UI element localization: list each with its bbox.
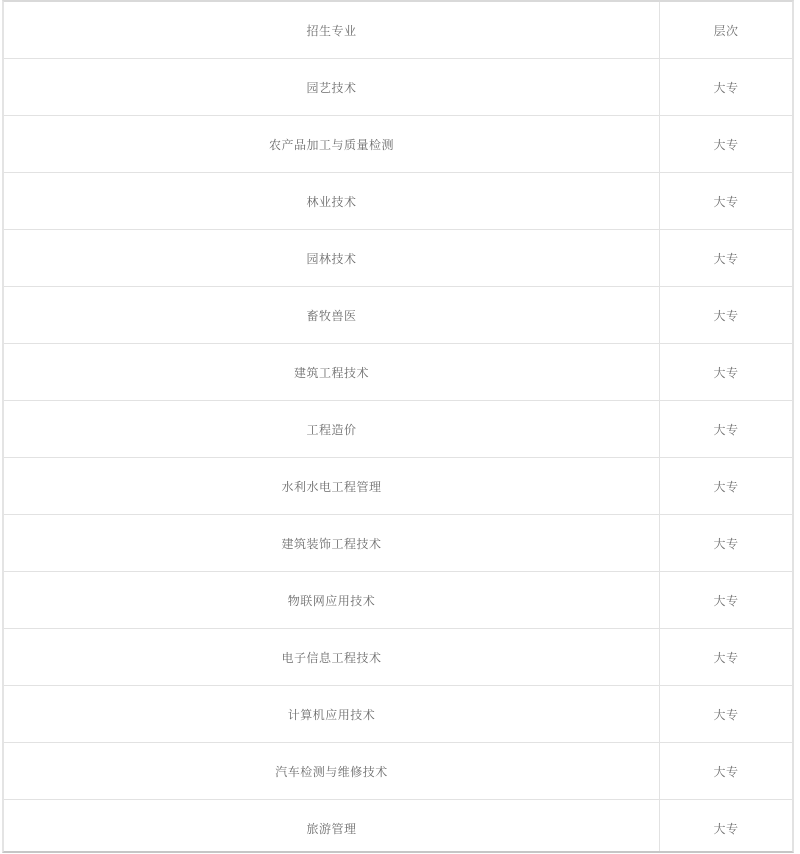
major-cell: 建筑工程技术 <box>293 365 369 380</box>
level-cell: 大专 <box>659 401 792 457</box>
level-cell: 大专 <box>659 515 792 571</box>
major-cell: 电子信息工程技术 <box>281 650 382 665</box>
table-header-row <box>4 2 792 59</box>
header-major: 招生专业 <box>306 23 357 38</box>
table-row <box>4 230 792 287</box>
level-cell: 大专 <box>659 572 792 628</box>
major-cell: 物联网应用技术 <box>287 593 376 608</box>
major-cell: 畜牧兽医 <box>306 308 357 323</box>
table-row <box>4 59 792 116</box>
level-cell: 大专 <box>659 287 792 343</box>
level-cell: 大专 <box>659 629 792 685</box>
table-row <box>4 572 792 629</box>
table-row <box>4 401 792 458</box>
major-cell: 园艺技术 <box>306 80 357 95</box>
level-cell: 大专 <box>659 743 792 799</box>
table-row <box>4 287 792 344</box>
table-row <box>4 344 792 401</box>
level-cell: 大专 <box>659 59 792 115</box>
table-row <box>4 173 792 230</box>
level-cell: 大专 <box>659 116 792 172</box>
major-cell: 建筑装饰工程技术 <box>281 536 382 551</box>
major-cell: 工程造价 <box>306 422 357 437</box>
level-cell: 大专 <box>659 344 792 400</box>
table-row <box>4 743 792 800</box>
level-cell: 大专 <box>659 230 792 286</box>
table-row <box>4 458 792 515</box>
table-row <box>4 686 792 743</box>
table-row <box>4 116 792 173</box>
enrollment-majors-table <box>2 0 794 853</box>
major-cell: 计算机应用技术 <box>287 707 376 722</box>
table-row <box>4 515 792 572</box>
table-row <box>4 800 792 853</box>
header-level: 层次 <box>659 2 792 58</box>
major-cell: 旅游管理 <box>306 822 357 836</box>
major-cell: 林业技术 <box>306 194 357 209</box>
level-cell: 大专 <box>659 800 792 853</box>
major-cell: 园林技术 <box>306 251 357 266</box>
level-cell: 大专 <box>659 458 792 514</box>
major-cell: 汽车检测与维修技术 <box>275 764 388 779</box>
table-row <box>4 629 792 686</box>
major-cell: 水利水电工程管理 <box>281 479 382 494</box>
level-cell: 大专 <box>659 686 792 742</box>
level-cell: 大专 <box>659 173 792 229</box>
major-cell: 农产品加工与质量检测 <box>268 137 394 152</box>
